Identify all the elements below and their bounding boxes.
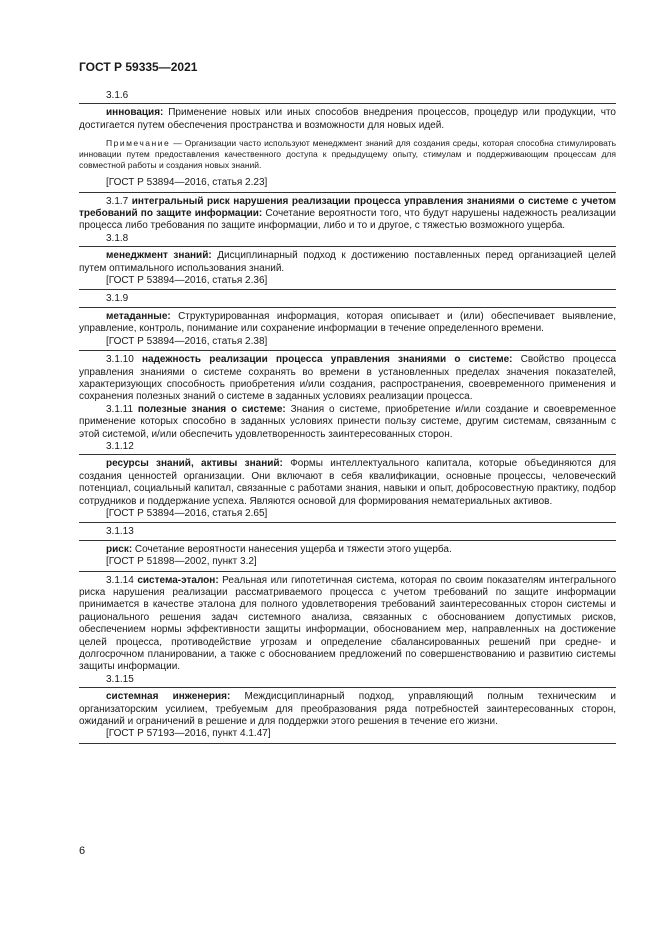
term-definition-useful-knowledge	[79, 404, 616, 441]
term-text: Междисциплинарный подход, управляющий полным техническим и организаторским усилием, требуемым для преобразования ряда потребностей заинтересованных сторон, ожиданий и ограничений в решение и для поддержки этого решения в течение его жизни.	[79, 691, 616, 728]
term-number: 3.1.11	[106, 403, 134, 415]
note-text: — Организации часто используют менеджмент знаний для создания среды, которая способна стимулировать инновации путем предоставления качественного доступа к предыдущему опыту, стимулам и поддерживающим процессам для совместной работы и создания новых знаний.	[79, 138, 616, 171]
term-reference: [ГОСТ Р 53894—2016, статья 2.23]	[106, 177, 268, 189]
term-text: Знания о системе, приобретение и/или создание и своевременное применение которых способно в заданных условиях принести пользу системе, другим системам, связанным с этой системой, и/или обеспечить удовлетворенность заинтересованных сторон.	[79, 403, 617, 440]
term-name: метаданные:	[106, 310, 171, 322]
term-box-knowledge-resources	[79, 454, 616, 523]
term-name: полезные знания о системе:	[137, 403, 286, 415]
term-number: 3.1.10	[106, 354, 134, 366]
term-text: Структурированная информация, которая описывает и (или) обеспечивает выявление, управление, контроль, понимание или сохранение информации в течение определенного времени.	[79, 310, 616, 335]
term-name: риск:	[106, 543, 133, 555]
note-label: Примечание	[106, 138, 171, 149]
term-reference: [ГОСТ Р 51898—2002, пункт 3.2]	[106, 556, 257, 568]
term-name: инновация:	[106, 107, 164, 119]
term-definition-reliability	[79, 354, 616, 404]
term-text: Свойство процесса управления знаниями о системе сохранять во времени в установленных пределах значения показателей, характеризующих способность приобретения и/или создания, распространения, своевременного применения и сохранения полезных знаний о системе в заданных условиях реализации процесса.	[79, 354, 617, 403]
term-text: Применение новых или иных способов внедрения процессов, процедур или продукции, что достигается путем обеспечения пространства и возможности для новых идей.	[79, 107, 616, 131]
document-header: ГОСТ Р 59335—2021	[79, 60, 198, 74]
term-definition	[79, 458, 616, 508]
term-number: 3.1.8	[106, 232, 129, 244]
term-definition-integral-risk	[79, 196, 616, 233]
term-reference: [ГОСТ Р 53894—2016, статья 2.38]	[106, 335, 268, 347]
term-number: 3.1.7	[106, 195, 129, 207]
term-name: надежность реализации процесса управления знаниями о системе:	[141, 354, 513, 366]
term-number: 3.1.12	[106, 440, 134, 452]
term-name: ресурсы знаний, активы знаний:	[106, 458, 283, 470]
term-name: системная инженерия:	[106, 691, 231, 703]
term-reference: [ГОСТ Р 53894—2016, статья 2.65]	[106, 507, 268, 519]
term-text: Сочетание вероятности нанесения ущерба и тяжести этого ущерба.	[132, 543, 452, 555]
term-reference: [ГОСТ Р 57193—2016, пункт 4.1.47]	[106, 728, 271, 740]
term-note	[79, 138, 616, 171]
term-definition	[79, 107, 616, 132]
term-number: 3.1.9	[106, 293, 129, 305]
term-definition	[79, 544, 616, 556]
term-number: 3.1.15	[106, 673, 134, 685]
term-name: менеджмент знаний:	[106, 250, 212, 262]
term-box-innovation	[79, 103, 616, 192]
term-reference: [ГОСТ Р 53894—2016, статья 2.36]	[106, 275, 268, 287]
term-number: 3.1.13	[106, 526, 134, 538]
term-box-risk	[79, 540, 616, 572]
term-text: Сочетание вероятности того, что будут нарушены надежность реализации процесса либо требования по защите информации, либо и то и другое, с тяжестью возможного ущерба.	[79, 208, 616, 232]
term-name: система-эталон:	[137, 574, 219, 586]
term-definition	[79, 311, 616, 336]
term-text: Формы интеллектуального капитала, которые объединяются для создания ценностей организации. Они включают в себя квалификации, основные процессы, человеческий потенциал, социальный капитал, связанные с работами знания, навыки и опыт, добросовестную практику, подбор сотрудников и поддержание успеха. Являются основой для формирования нематериальных активов.	[79, 458, 616, 507]
term-definition	[79, 250, 616, 275]
term-number: 3.1.14	[106, 574, 134, 586]
page-number: 6	[79, 845, 86, 857]
term-box-knowledge-management	[79, 246, 616, 290]
term-text: Дисциплинарный подход к достижению поставленных перед организацией целей путем оптимального использования знаний.	[79, 250, 617, 274]
term-text: Реальная или гипотетичная система, которая по своим показателям интегрального риска нарушения реализации рассматриваемого процесса с учетом требований по защите информации принимается в качестве эталона для полного удовлетворения требований заинтересованных сторон системы и рационального решения задач системного анализа, связанных с обоснованием допустимых рисков, обеспечением нормы эффективности защиты информации, обоснованием мер, направленных на достижение целей процесса, противодействие угрозам и определение сбалансированных решений при средне- и долгосрочном планировании, а также с обоснованием предложений по совершенствованию и развитию системы защиты информации.	[79, 574, 617, 673]
term-box-systems-engineering	[79, 687, 616, 744]
term-definition	[79, 691, 616, 728]
terms-section	[79, 90, 616, 747]
term-number: 3.1.6	[106, 90, 129, 101]
term-name: интегральный риск нарушения реализации процесса управления знаниями о системе с учетом требований по защите информации:	[79, 195, 617, 220]
term-definition-reference-system	[79, 575, 616, 674]
term-box-metadata	[79, 307, 616, 351]
